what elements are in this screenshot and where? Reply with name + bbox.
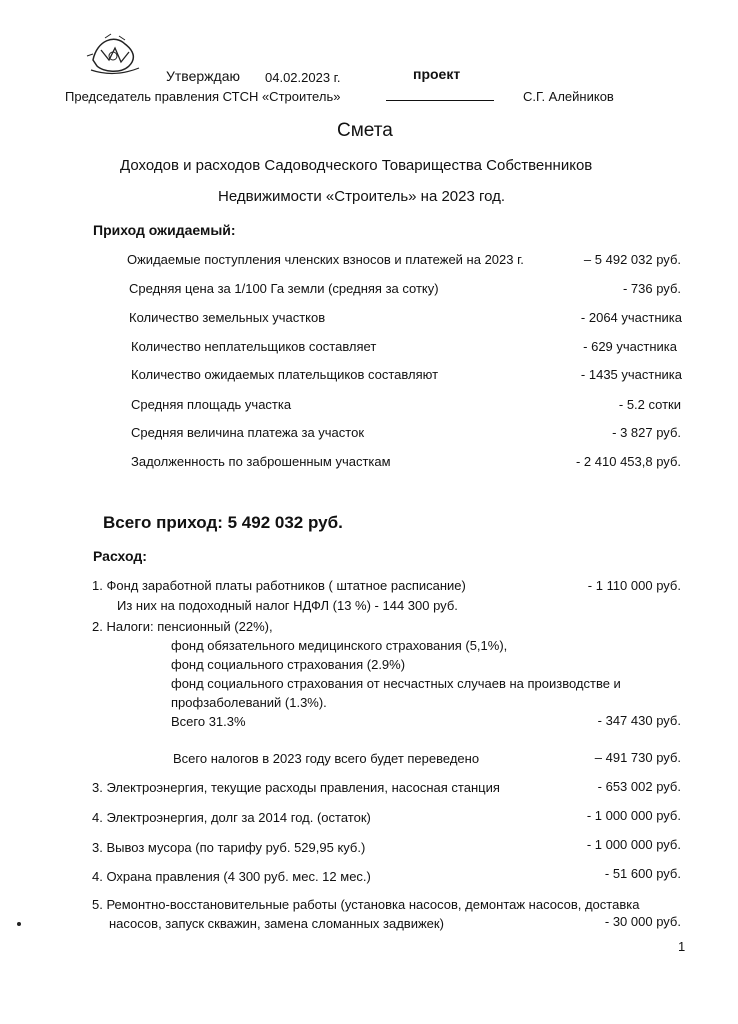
taxes-total-value: – 491 730 руб.: [594, 750, 681, 765]
expense-heading: Расход:: [93, 548, 147, 564]
income-row-value: – 5 492 032 руб.: [583, 252, 681, 267]
expense-item-line: фонд социального страхования от несчастных случаев на производстве и: [171, 676, 621, 691]
signature-line: [386, 100, 494, 101]
income-row-label: Количество земельных участков: [129, 310, 326, 325]
expense-item-line: насосов, запуск скважин, замена сломанных задвижек): [109, 916, 444, 931]
income-row-value: - 2 410 453,8 руб.: [575, 454, 681, 469]
expense-item-value: - 653 002 руб.: [597, 779, 681, 794]
expense-item-total-value: - 347 430 руб.: [597, 713, 681, 728]
expense-item-value: - 1 000 000 руб.: [586, 837, 681, 852]
income-row-value: - 3 827 руб.: [612, 425, 681, 440]
document-title: Смета: [337, 120, 393, 141]
expense-item-label: 3. Вывоз мусора (по тарифу руб. 529,95 куб.): [92, 840, 366, 855]
income-row-label: Средняя площадь участка: [131, 397, 292, 412]
expense-item-label: 4. Охрана правления (4 300 руб. мес. 12 мес.): [92, 869, 371, 884]
income-row-value: - 2064 участника: [580, 310, 682, 325]
expense-item-line: профзаболеваний (1.3%).: [171, 695, 327, 710]
expense-item-value: - 30 000 руб.: [604, 914, 681, 929]
expense-item-total-label: Всего 31.3%: [171, 714, 246, 729]
expense-item-value: - 1 000 000 руб.: [586, 808, 681, 823]
taxes-total-label: Всего налогов в 2023 году всего будет переведено: [173, 751, 480, 766]
approve-label: Утверждаю: [166, 68, 240, 84]
chairman-title: Председатель правления СТСН «Строитель»: [65, 89, 341, 104]
approve-date: 04.02.2023 г.: [265, 70, 341, 85]
income-heading: Приход ожидаемый:: [93, 222, 236, 238]
expense-item-label: 1. Фонд заработной платы работников ( штатное расписание): [92, 578, 466, 593]
income-row-value: - 629 участника: [583, 339, 677, 354]
signatory-name: С.Г. Алейников: [523, 89, 614, 104]
stamp-mark: [85, 30, 145, 78]
expense-item-label: 3. Электроэнергия, текущие расходы правления, насосная станция: [92, 780, 500, 795]
expense-item-value: - 51 600 руб.: [604, 866, 681, 881]
income-total: Всего приход: 5 492 032 руб.: [103, 513, 343, 532]
income-row-label: Средняя величина платежа за участок: [131, 425, 365, 440]
title-line-1: Доходов и расходов Садоводческого Товарищества Собственников: [120, 157, 593, 174]
expense-item-line: фонд обязательного медицинского страхования (5,1%),: [171, 638, 508, 653]
income-row-label: Количество неплательщиков составляет: [131, 339, 377, 354]
expense-item-label: 5. Ремонтно-восстановительные работы (установка насосов, демонтаж насосов, доставка: [92, 897, 640, 912]
income-row-label: Задолженность по заброшенным участкам: [131, 454, 391, 469]
expense-item-line: фонд социального страхования (2.9%): [171, 657, 406, 672]
page-number: 1: [678, 939, 686, 954]
income-row-label: Ожидаемые поступления членских взносов и платежей на 2023 г.: [127, 252, 524, 267]
expense-item-value: - 1 110 000 руб.: [587, 578, 681, 593]
expense-item-label: 4. Электроэнергия, долг за 2014 год. (остаток): [92, 810, 371, 825]
expense-item-label: 2. Налоги: пенсионный (22%),: [92, 619, 273, 634]
income-row-label: Средняя цена за 1/100 Га земли (средняя за сотку): [129, 281, 439, 296]
income-row-value: - 736 руб.: [622, 281, 681, 296]
draft-label: проект: [413, 66, 461, 82]
income-row-label: Количество ожидаемых плательщиков составляют: [131, 367, 439, 382]
income-row-value: - 1435 участника: [580, 367, 682, 382]
income-row-value: - 5.2 сотки: [618, 397, 681, 412]
scan-speck: [17, 922, 21, 926]
title-line-2: Недвижимости «Строитель» на 2023 год.: [218, 188, 506, 205]
expense-item-sub: Из них на подоходный налог НДФЛ (13 %) - 144 300 руб.: [117, 598, 458, 613]
